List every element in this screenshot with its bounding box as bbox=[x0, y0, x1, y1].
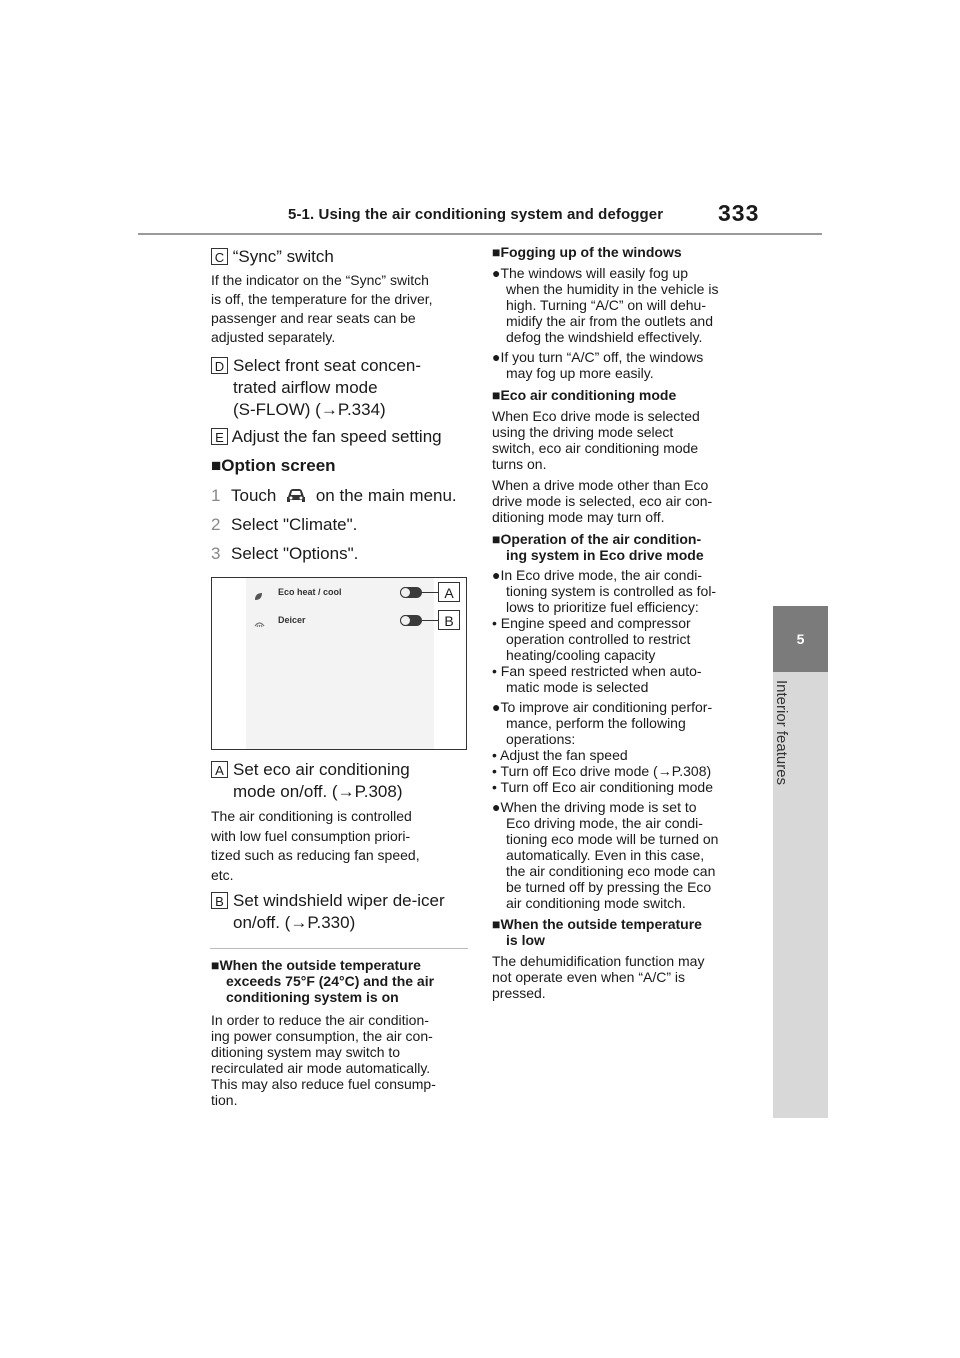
note-rule bbox=[210, 948, 468, 949]
options-screen-image bbox=[211, 577, 467, 750]
step-3: 3 Select "Options". bbox=[211, 544, 359, 563]
leaf-icon bbox=[254, 588, 263, 597]
label-c: C bbox=[211, 248, 228, 265]
eco-toggle bbox=[400, 587, 422, 598]
chapter-tab-number: 5 bbox=[773, 606, 828, 672]
note-heading: ■When the outside temperature exceeds 75°F (24°C) and the air conditioning system is on bbox=[211, 957, 435, 1005]
label-e: E bbox=[211, 428, 228, 445]
fog-bullet-1: ●The windows will easily fog up when the humidity in the vehicle is high. Turning “A/C” on will dehu- midify the air from the outlets and defog the windshield effectively. bbox=[492, 265, 719, 345]
note-body: In order to reduce the air condition- ing power consumption, the air con- ditioning system may switch to recirculated air mode automatically. This may also reduce fuel consump- tion. bbox=[211, 1012, 436, 1108]
label-b: B bbox=[211, 892, 228, 909]
section-title: 5-1. Using the air conditioning system and defogger bbox=[288, 206, 664, 223]
screen-panel bbox=[246, 578, 434, 749]
item-a-desc: The air conditioning is controlled with low fuel consumption priori- tized such as reducing fan speed, etc. bbox=[211, 808, 420, 883]
operation-bullet-2: ●To improve air conditioning perfor- mance, perform the following operations: • Adjust the fan speed • Turn off Eco drive mode (→P.308) • Turn off Eco air conditioning mode bbox=[492, 699, 713, 795]
callout-a: A bbox=[438, 582, 460, 602]
step-1: 1 Touch on the main menu. bbox=[211, 485, 457, 510]
header-rule bbox=[138, 233, 822, 235]
screen-row-eco: Eco heat / cool bbox=[278, 587, 342, 597]
item-c bbox=[211, 246, 334, 268]
label-a: A bbox=[211, 761, 228, 778]
eco-heading: ■Eco air conditioning mode bbox=[492, 387, 677, 403]
callout-a-line bbox=[422, 592, 438, 593]
chapter-tab-label: Interior features bbox=[773, 680, 790, 786]
deicer-icon bbox=[254, 616, 265, 625]
item-a: A Set eco air conditioning mode on/off. (→P.308) bbox=[211, 759, 410, 803]
deicer-toggle bbox=[400, 615, 422, 626]
item-b: B Set windshield wiper de-icer on/off. (→P.330) bbox=[211, 890, 445, 934]
low-temp-body: The dehumidification function may not operate even when “A/C” is pressed. bbox=[492, 953, 705, 1001]
operation-heading: ■Operation of the air condition- ing system in Eco drive mode bbox=[492, 531, 704, 563]
item-d: D Select front seat concen- trated airflow mode (S-FLOW) (→P.334) bbox=[211, 355, 421, 421]
eco-para-1: When Eco drive mode is selected using the driving mode select switch, eco air conditioning mode turns on. bbox=[492, 408, 700, 472]
item-c-desc: If the indicator on the “Sync” switch is off, the temperature for the driver, passenger and rear seats can be adjusted separately. bbox=[211, 272, 433, 345]
fog-bullet-2: ●If you turn “A/C” off, the windows may fog up more easily. bbox=[492, 349, 704, 381]
car-icon bbox=[285, 488, 307, 510]
screen-row-deicer: Deicer bbox=[278, 615, 306, 625]
page-number: 333 bbox=[718, 200, 760, 226]
callout-b: B bbox=[438, 610, 460, 630]
item-e: E Adjust the fan speed setting bbox=[211, 426, 442, 448]
label-d: D bbox=[211, 357, 228, 374]
option-screen-heading: ■Option screen bbox=[211, 456, 336, 475]
operation-bullet-1: ●In Eco drive mode, the air condi- tioning system is controlled as fol- lows to prioritize fuel efficiency: • Engine speed and compressor operation controlled to restrict heating/cooling capacity • Fan speed restricted when auto- matic mode is selected bbox=[492, 567, 717, 695]
item-c-title: “Sync” switch bbox=[232, 247, 334, 266]
operation-bullet-3: ●When the driving mode is set to Eco driving mode, the air condi- tioning eco mode will be turned on automatically. Even in this case, the air conditioning eco mode can be turned off by pressing the Eco air conditioning mode switch. bbox=[492, 799, 719, 911]
callout-b-line bbox=[422, 620, 438, 621]
step-2: 2 Select "Climate". bbox=[211, 515, 358, 534]
fog-heading: ■Fogging up of the windows bbox=[492, 244, 682, 260]
eco-para-2: When a drive mode other than Eco drive mode is selected, eco air con- ditioning mode may turn off. bbox=[492, 477, 713, 525]
low-temp-heading: ■When the outside temperature is low bbox=[492, 916, 702, 948]
right-column bbox=[492, 244, 757, 1001]
